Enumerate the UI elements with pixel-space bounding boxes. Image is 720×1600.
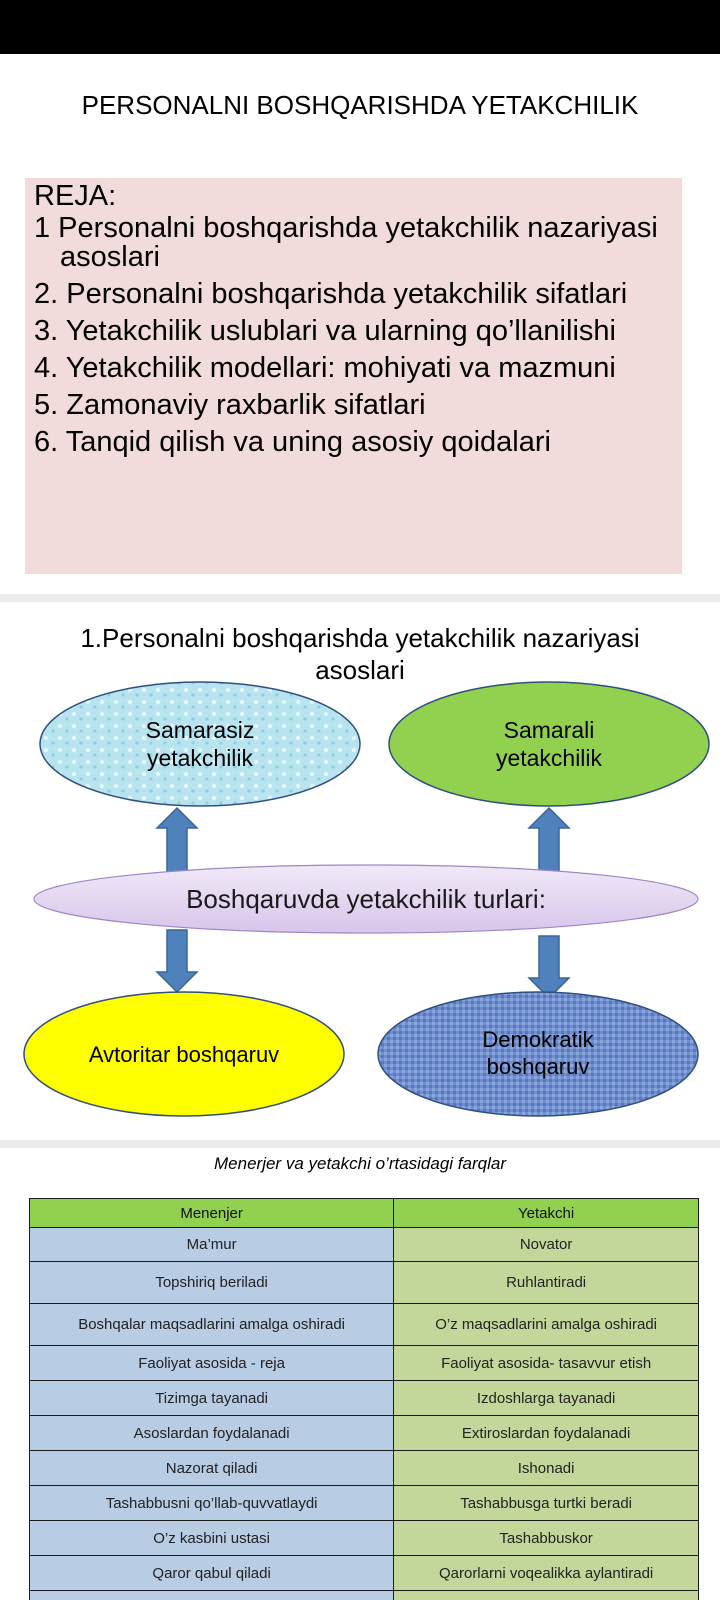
plan-list: [34, 214, 684, 465]
authoritarian-label: Avtoritar boshqaruv: [88, 1042, 280, 1067]
table-row: [30, 1416, 699, 1451]
leader-cell: Izdoshlarga tayanadi: [394, 1381, 699, 1416]
slide-3: [0, 1148, 720, 1600]
manager-cell: O’z kasbini ustasi: [30, 1521, 394, 1556]
table-row: [30, 1521, 699, 1556]
table-caption: Menerjer va yetakchi o’rtasidagi farqlar: [214, 1154, 506, 1173]
effective-label-2: yetakchilik: [495, 745, 603, 771]
slide-1: [0, 54, 720, 594]
table-row: [30, 1304, 699, 1346]
manager-cell: Asoslardan foydalanadi: [30, 1416, 394, 1451]
effective-label-1: Samarali: [503, 717, 595, 743]
table-header-row: [30, 1199, 699, 1228]
ineffective-leadership-ellipse: [40, 682, 360, 806]
democratic-label-1: Demokratik: [482, 1027, 594, 1052]
leader-cell: Extiroslardan foydalanadi: [394, 1416, 699, 1451]
manager-cell: Nazorat qiladi: [30, 1451, 394, 1486]
effective-leadership-ellipse: [389, 682, 709, 806]
table-row: [30, 1451, 699, 1486]
plan-item: 4. Yetakchilik modellari: mohiyati va mazmuni: [34, 352, 616, 384]
manager-cell: Topshiriq beriladi: [30, 1262, 394, 1304]
slide-title: PERSONALNI BOSHQARISHDA YETAKCHILIK: [81, 90, 639, 120]
manager-cell: Tizimga tayanadi: [30, 1381, 394, 1416]
plan-heading: REJA:: [34, 180, 117, 212]
table-row: [30, 1346, 699, 1381]
table-row: [30, 1556, 699, 1591]
leader-cell: Ishonadi: [394, 1451, 699, 1486]
leadership-types-label: Boshqaruvda yetakchilik turlari:: [186, 884, 546, 914]
plan-item: 2. Personalni boshqarishda yetakchilik sifatlari: [34, 278, 628, 310]
plan-item: 1 Personalni boshqarishda yetakchilik nazariyasi asoslari: [34, 212, 658, 273]
table-row: [30, 1228, 699, 1262]
status-bar: [0, 0, 720, 54]
manager-cell: Qaror qabul qiladi: [30, 1556, 394, 1591]
leader-cell: Qarorlarni voqealikka aylantiradi: [394, 1556, 699, 1591]
arrow-down-right: [529, 936, 569, 998]
plan-item: 5. Zamonaviy raxbarlik sifatlari: [34, 389, 426, 421]
leader-cell: O’z maqsadlarini amalga oshiradi: [394, 1304, 699, 1346]
leader-cell: Novator: [394, 1228, 699, 1262]
column-header-leader: Yetakchi: [394, 1199, 699, 1228]
manager-cell: Ma’mur: [30, 1228, 394, 1262]
arrow-down-left: [157, 930, 197, 992]
slide-2-title: 1.Personalni boshqarishda yetakchilik nazariyasi asoslari: [80, 623, 640, 685]
leader-cell: Ruhlantiradi: [394, 1262, 699, 1304]
leader-cell: Faoliyat asosida- tasavvur etish: [394, 1346, 699, 1381]
table-row: [30, 1591, 699, 1600]
leader-cell: [394, 1591, 699, 1600]
plan-item: 3. Yetakchilik uslublari va ularning qo’llanilishi: [34, 315, 616, 347]
plan-item: 6. Tanqid qilish va uning asosiy qoidalari: [34, 426, 551, 458]
ineffective-label-2: yetakchilik: [146, 745, 254, 771]
comparison-table: [29, 1198, 699, 1600]
democratic-label-2: boshqaruv: [486, 1054, 590, 1079]
plan-box: [25, 178, 682, 574]
column-header-manager: Menenjer: [30, 1199, 394, 1228]
table-row: [30, 1381, 699, 1416]
leader-cell: Tashabbuskor: [394, 1521, 699, 1556]
manager-cell: Boshqalar maqsadlarini amalga oshiradi: [30, 1304, 394, 1346]
slide-2: [0, 602, 720, 1140]
leader-cell: Tashabbusga turtki beradi: [394, 1486, 699, 1521]
table-row: [30, 1262, 699, 1304]
manager-cell: [30, 1591, 394, 1600]
table-row: [30, 1486, 699, 1521]
manager-cell: Faoliyat asosida - reja: [30, 1346, 394, 1381]
manager-cell: Tashabbusni qo’llab-quvvatlaydi: [30, 1486, 394, 1521]
ineffective-label-1: Samarasiz: [145, 717, 255, 743]
